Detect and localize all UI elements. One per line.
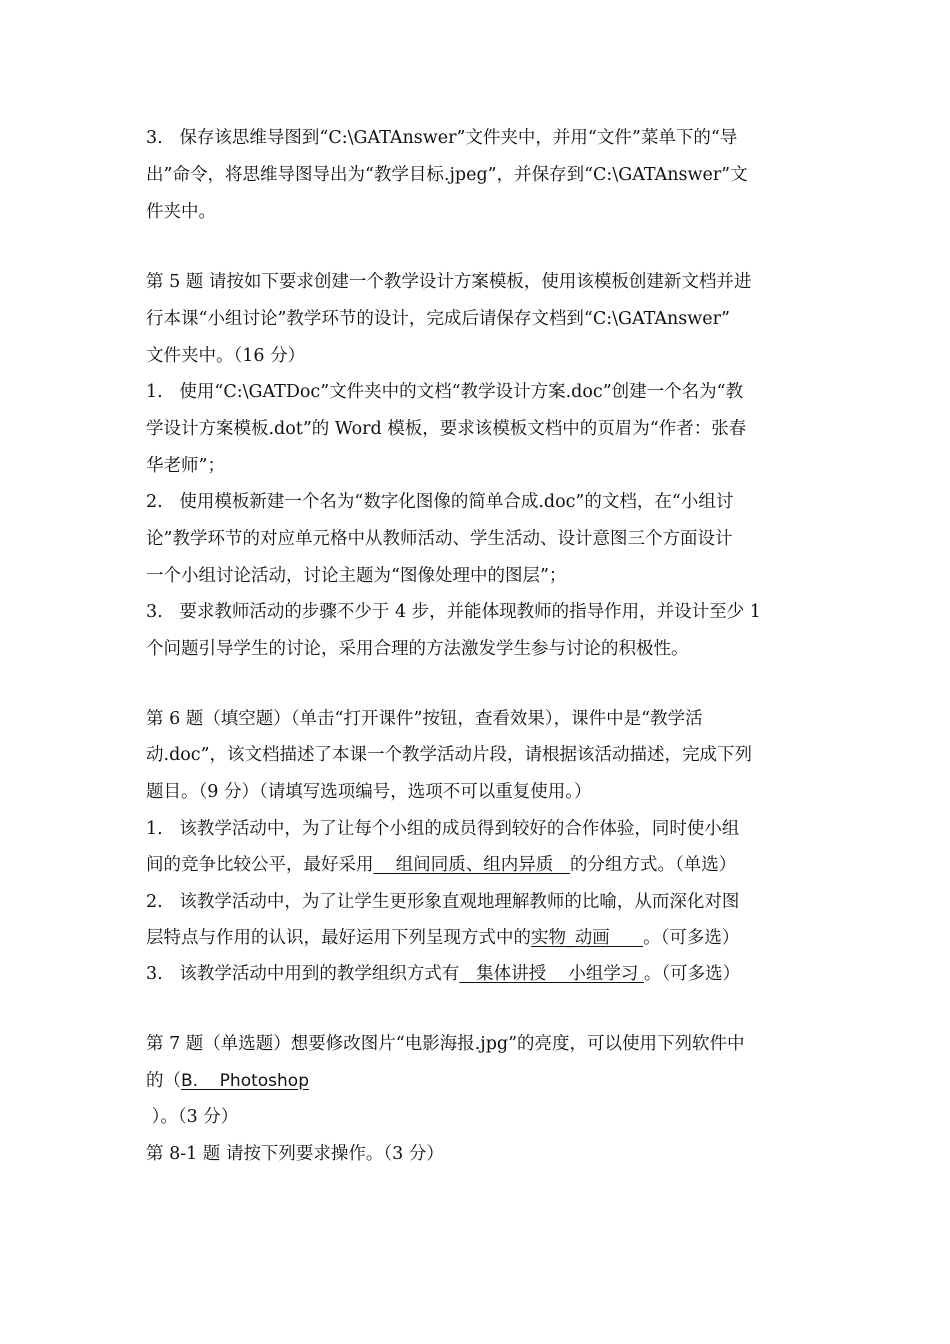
q6-title-line-2: 动.doc”，该文档描述了本课一个教学活动片段，请根据该活动描述，完成下列 bbox=[146, 745, 753, 765]
q5-item-1-line-1: 1. 使用“C:\GATDoc”文件夹中的文档“教学设计方案.doc”创建一个名为“教 bbox=[146, 382, 744, 402]
q6-item-1-suffix: 的分组方式。（单选） bbox=[569, 855, 737, 875]
q5-title-line-2: 行本课“小组讨论”教学环节的设计，完成后请保存文档到“C:\GATAnswer” bbox=[146, 309, 730, 329]
q6-item-2-answer: 实物_动画 bbox=[531, 928, 644, 948]
q6-item-3-line-1 bbox=[146, 962, 740, 986]
q6-item-1-answer: 组间同质、组内异质 bbox=[373, 855, 570, 875]
q6-item-1-prefix: 间的竞争比较公平，最好采用 bbox=[146, 855, 374, 875]
q5-item-3-line-2: 个问题引导学生的讨论，采用合理的方法激发学生参与讨论的积极性。 bbox=[146, 639, 689, 659]
q7-prefix: 的（ bbox=[146, 1071, 181, 1091]
q7-answer: B. Photoshop bbox=[181, 1071, 309, 1091]
q6-item-2-suffix: 。（可多选） bbox=[643, 928, 740, 948]
q5-item-2-line-1: 2. 使用模板新建一个名为“数字化图像的简单合成.doc”的文档，在“小组讨 bbox=[146, 492, 734, 512]
q6-item-2-prefix: 层特点与作用的认识，最好运用下列呈现方式中的 bbox=[146, 928, 531, 948]
q6-item-3-answer: 集体讲授 小组学习 bbox=[459, 964, 644, 984]
q5-item-2-line-3: 一个小组讨论活动，讨论主题为“图像处理中的图层”； bbox=[146, 566, 567, 586]
q4-line-3: 件夹中。 bbox=[146, 202, 216, 222]
q8-title: 第 8-1 题 请按下列要求操作。（3 分） bbox=[146, 1144, 444, 1164]
q5-item-1-line-2: 学设计方案模板.dot”的 Word 模板，要求该模板文档中的页眉为“作者：张春 bbox=[146, 419, 747, 439]
q4-line-2: 出”命令，将思维导图导出为“教学目标.jpeg”，并保存到“C:\GATAnswer”文 bbox=[146, 165, 748, 185]
q7-title-line-2 bbox=[146, 1069, 309, 1093]
q6-item-1-line-2 bbox=[146, 853, 736, 877]
q6-item-3-prefix: 3. 该教学活动中用到的教学组织方式有 bbox=[146, 964, 460, 984]
q6-item-3-suffix: 。（可多选） bbox=[643, 964, 741, 984]
q6-title-line-1: 第 6 题（填空题）（单击“打开课件”按钮，查看效果），课件中是“教学活 bbox=[146, 709, 703, 729]
q6-item-2-line-1: 2. 该教学活动中，为了让学生更形象直观地理解教师的比喻，从而深化对图 bbox=[146, 892, 740, 912]
q5-title-line-3: 文件夹中。（16 分） bbox=[146, 346, 306, 366]
q5-item-2-line-2: 论”教学环节的对应单元格中从教师活动、学生活动、设计意图三个方面设计 bbox=[146, 529, 733, 549]
q6-item-1-line-1: 1. 该教学活动中，为了让每个小组的成员得到较好的合作体验，同时使小组 bbox=[146, 819, 740, 839]
q6-item-2-line-2 bbox=[146, 926, 739, 950]
q6-title-line-3: 题目。（9 分）（请填写选项编号，选项不可以重复使用。） bbox=[146, 782, 592, 802]
q7-title-line-3: ）。（3 分） bbox=[146, 1107, 239, 1127]
q7-title-line-1: 第 7 题（单选题）想要修改图片“电影海报.jpg”的亮度，可以使用下列软件中 bbox=[146, 1034, 745, 1054]
q5-title-line-1: 第 5 题 请按如下要求创建一个教学设计方案模板，使用该模板创建新文档并进 bbox=[146, 272, 752, 292]
q5-item-1-line-3: 华老师”； bbox=[146, 456, 225, 476]
q5-item-3-line-1: 3. 要求教师活动的步骤不少于 4 步，并能体现教师的指导作用，并设计至少 1 bbox=[146, 602, 761, 622]
q4-line-1: 3. 保存该思维导图到“C:\GATAnswer”文件夹中，并用“文件”菜单下的“导 bbox=[146, 128, 738, 148]
